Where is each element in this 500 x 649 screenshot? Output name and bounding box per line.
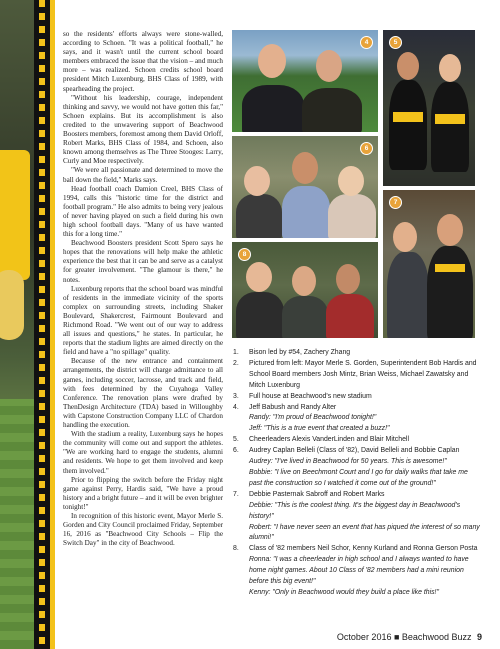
caption-3: 3. Full house at Beachwood's new stadium [233,392,372,400]
gold-divider-bar [50,0,55,649]
photo-number-badge: 5 [389,36,402,49]
caption-quote: Randy: "I'm proud of Beachwood tonight!" [249,414,377,422]
caption-quote: Bobbie: "I live on Beechmont Court and I go for daily walks that take me past the construction so I watched it come out of the ground!" [249,468,468,487]
caption-1: 1. Bison led by #54, Zachery Zhang [233,349,351,356]
photo-7 [383,190,475,338]
photo-8 [232,242,378,338]
article-paragraph: Head football coach Damion Creel, BHS Class of 1994, calls this "historic time for the district and football program." He also admits to being very jealous of never having played on such a field during his own high school football days. "Many of us have wanted this for a long time." [63,184,223,239]
article-paragraph: Because of the new entrance and containment arrangements, the district will charge admittance to all games, including soccer, lacrosse, and track and field, with fees determined by the Cuyahoga Valley Conference. The renovation plans were drafted by ThenDesign Architecture (TDA) based in Willoughby with Capstone Construction Company LLC of Chardon handling the execution. [63,357,223,430]
footer-separator: ■ [393,632,402,642]
caption-2: 2. Pictured from left: Mayor Merle S. Gorden, Superintendent Bob Hardis and School Board members Josh Mintz, Brian Weiss, Michael Zawatsky and Mitch Luxenburg [233,359,477,389]
caption-5: 5. Cheerleaders Alexis VanderLinden and Blair Mitchell [233,436,409,444]
photo-number-badge: 8 [238,248,251,261]
article-paragraph: so the residents' efforts always were stone-walled, according to Schoen. "It was a political football," he says, and it wasn't until the current school board members embraced the issue that the vision – and much more – was realized. Schoen credits school board president Mitch Luxenburg, BHS Class of 1989, with spearheading the project. [63,30,223,93]
article-column [63,30,223,548]
footer-issue: October 2016 [336,632,392,642]
caption-quote: Kenny: "Only in Beachwood would they build a place like this!" [249,588,439,596]
left-photo-turf [0,399,34,649]
photo-captions [233,348,481,599]
caption-quote: Debbie: "This is the coolest thing. It's the biggest day in Beachwood's history!" [249,501,461,520]
caption-6: 6. Audrey Caplan Belleli (Class of '82), David Belleli and Bobbie Caplan [233,447,460,455]
photo-number-badge: 6 [360,142,373,155]
article-paragraph: In recognition of this historic event, Mayor Merle S. Gorden and City Council proclaimed Friday, September 16, 2016 as "Beachwood City Schools – Flip the Switch Day" in the city of Beachwood. [63,511,223,548]
caption-8: 8. Class of '82 members Neil Schor, Kenny Kurland and Ronna Gerson Posta [233,545,478,553]
photo-4 [232,30,378,132]
caption-quote: Audrey: "I've lived in Beachwood for 50 years. This is awesome!" [249,458,447,466]
left-photo-arm [0,270,24,340]
article-paragraph: With the stadium a reality, Luxenburg says he hopes the community will come out and support the athletes. "We are working hard to engage the students, alumni and residents. We hope to get them involved and keep them involved." [63,430,223,475]
caption-7: 7. Debbie Pasternak Sabroff and Robert Marks [233,490,385,498]
article-paragraph: "We were all passionate and determined to move the ball down the field," Marks says. [63,166,223,184]
footer-publication: Beachwood Buzz [401,632,472,642]
page-number: 9 [476,632,482,642]
article-paragraph: "Without his leadership, courage, independent thinking and savvy, we would not have gotten this far," Schoen explains. But its accomplishment is also credited to the unwavering support of Beachwood Boosters members, foremost among them David Orloff, Robert Marks, BHS Class of 1984, and Schoen, also known among themselves as The Three Stooges: Larry, Curly and Moe respectively. [63,93,223,166]
photo-number-badge: 4 [360,36,373,49]
article-paragraph: Beachwood Boosters president Scott Spero says he hopes that the renovations will help make the athletic experience the best that it can be and serve as a catalyst for greater involvement. "The glamour is there," he notes. [63,239,223,284]
photo-number-badge: 7 [389,196,402,209]
article-paragraph: Prior to flipping the switch before the Friday night game against Perry, Hardis said, "We have a proud history and a bright future – and it will be even brighter tonight!" [63,475,223,511]
caption-quote: Robert: "I have never seen an event that has piqued the interest of so many alumni!" [249,523,480,542]
caption-quote: Ronna: "I was a cheerleader in high school and I always wanted to have home night games. About 10 Class of '82 members had a mini reunion before this big event!" [249,556,469,586]
caption-quote: Jeff: "This is a true event that created a buzz!" [249,425,390,433]
dashed-divider-strip [34,0,50,649]
page-footer [337,632,482,642]
photo-5 [383,30,475,186]
photo-6 [232,136,378,238]
article-paragraph: Luxenburg reports that the school board was mindful of residents in the immediate vicinity of the sports complex on surrounding streets, including Shaker Boulevard, Shakercrest, Fairmount Boulevard and Richmond Road. "We went out of our way to address all issues and questions," he states. In particular, he reports that the stadium lights are aimed directly on the field and have a "no spillage" quality. [63,284,223,357]
caption-4: 4. Jeff Babush and Randy Alter [233,403,337,411]
left-edge-photo [0,0,34,649]
left-photo-jersey [0,150,30,280]
